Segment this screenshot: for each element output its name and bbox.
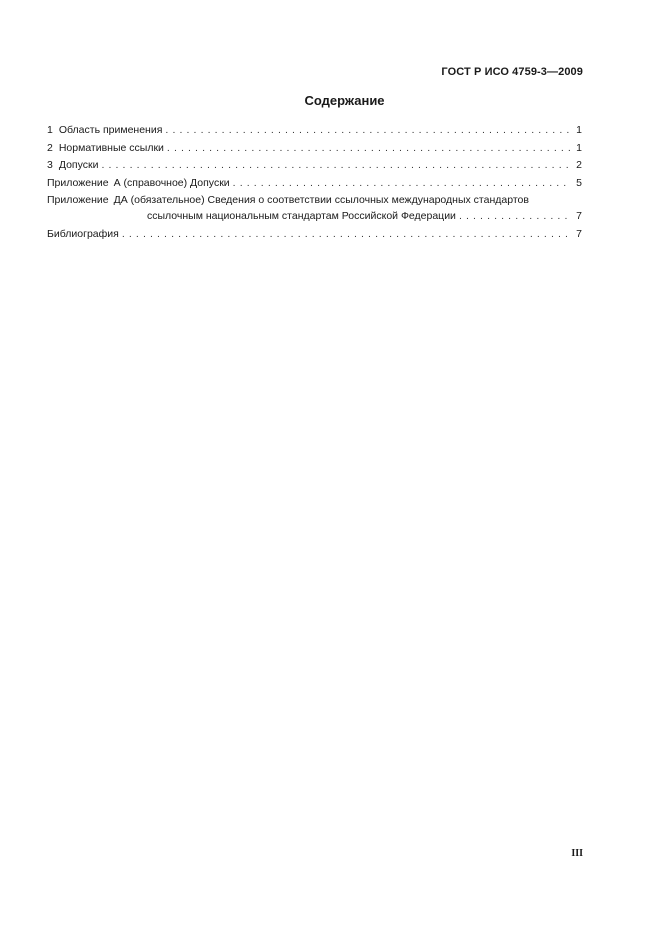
toc-entry-title: Нормативные ссылки <box>58 141 164 154</box>
dot-leader <box>165 122 571 138</box>
toc-entry-title: Библиография <box>47 227 119 240</box>
toc-entry-title: Область применения <box>58 124 163 136</box>
toc-entry-normative-references[interactable] <box>47 140 582 156</box>
toc-entry-appendix-a[interactable] <box>47 175 582 191</box>
toc-entry-page: 5 <box>576 176 582 189</box>
dot-leader <box>167 140 571 156</box>
toc-entry-prefix: Приложение <box>47 176 109 189</box>
toc-entry-page: 1 <box>576 141 582 154</box>
toc-entry-page: 2 <box>576 159 582 171</box>
toc-entry-number: 1 <box>47 124 53 136</box>
toc-entry-appendix-da[interactable] <box>47 192 582 224</box>
toc-entry-page: 7 <box>576 227 582 240</box>
table-of-contents <box>47 122 582 243</box>
dot-leader <box>233 175 571 191</box>
document-code: ГОСТ Р ИСО 4759-3—2009 <box>441 66 583 78</box>
toc-entry-bibliography[interactable] <box>47 226 582 242</box>
toc-entry-title: Допуски <box>58 159 99 171</box>
toc-entry-label-line2: ссылочным национальным стандартам Российской Федерации <box>147 210 456 222</box>
toc-entry-title: ДА (обязательное) Сведения о соответствии ссылочных международных стандартов <box>113 194 529 206</box>
toc-entry-prefix: Приложение <box>47 194 109 206</box>
toc-entry-page: 7 <box>576 210 582 222</box>
toc-entry-label <box>47 157 98 173</box>
dot-leader <box>459 208 571 224</box>
toc-entry-label-line1 <box>47 192 582 208</box>
toc-entry-label <box>47 122 162 138</box>
dot-leader <box>122 226 571 242</box>
page-number: III <box>571 848 583 859</box>
dot-leader <box>101 157 571 173</box>
toc-entry-tolerances[interactable] <box>47 157 582 173</box>
toc-entry-number: 3 <box>47 159 53 171</box>
toc-entry-title: А (справочное) Допуски <box>113 176 230 189</box>
toc-title: Содержание <box>304 93 385 108</box>
toc-entry-page: 1 <box>576 124 582 136</box>
toc-entry-label <box>47 140 164 156</box>
toc-entry-label <box>47 175 230 191</box>
toc-entry-scope[interactable] <box>47 122 582 138</box>
toc-entry-number: 2 <box>47 141 53 154</box>
